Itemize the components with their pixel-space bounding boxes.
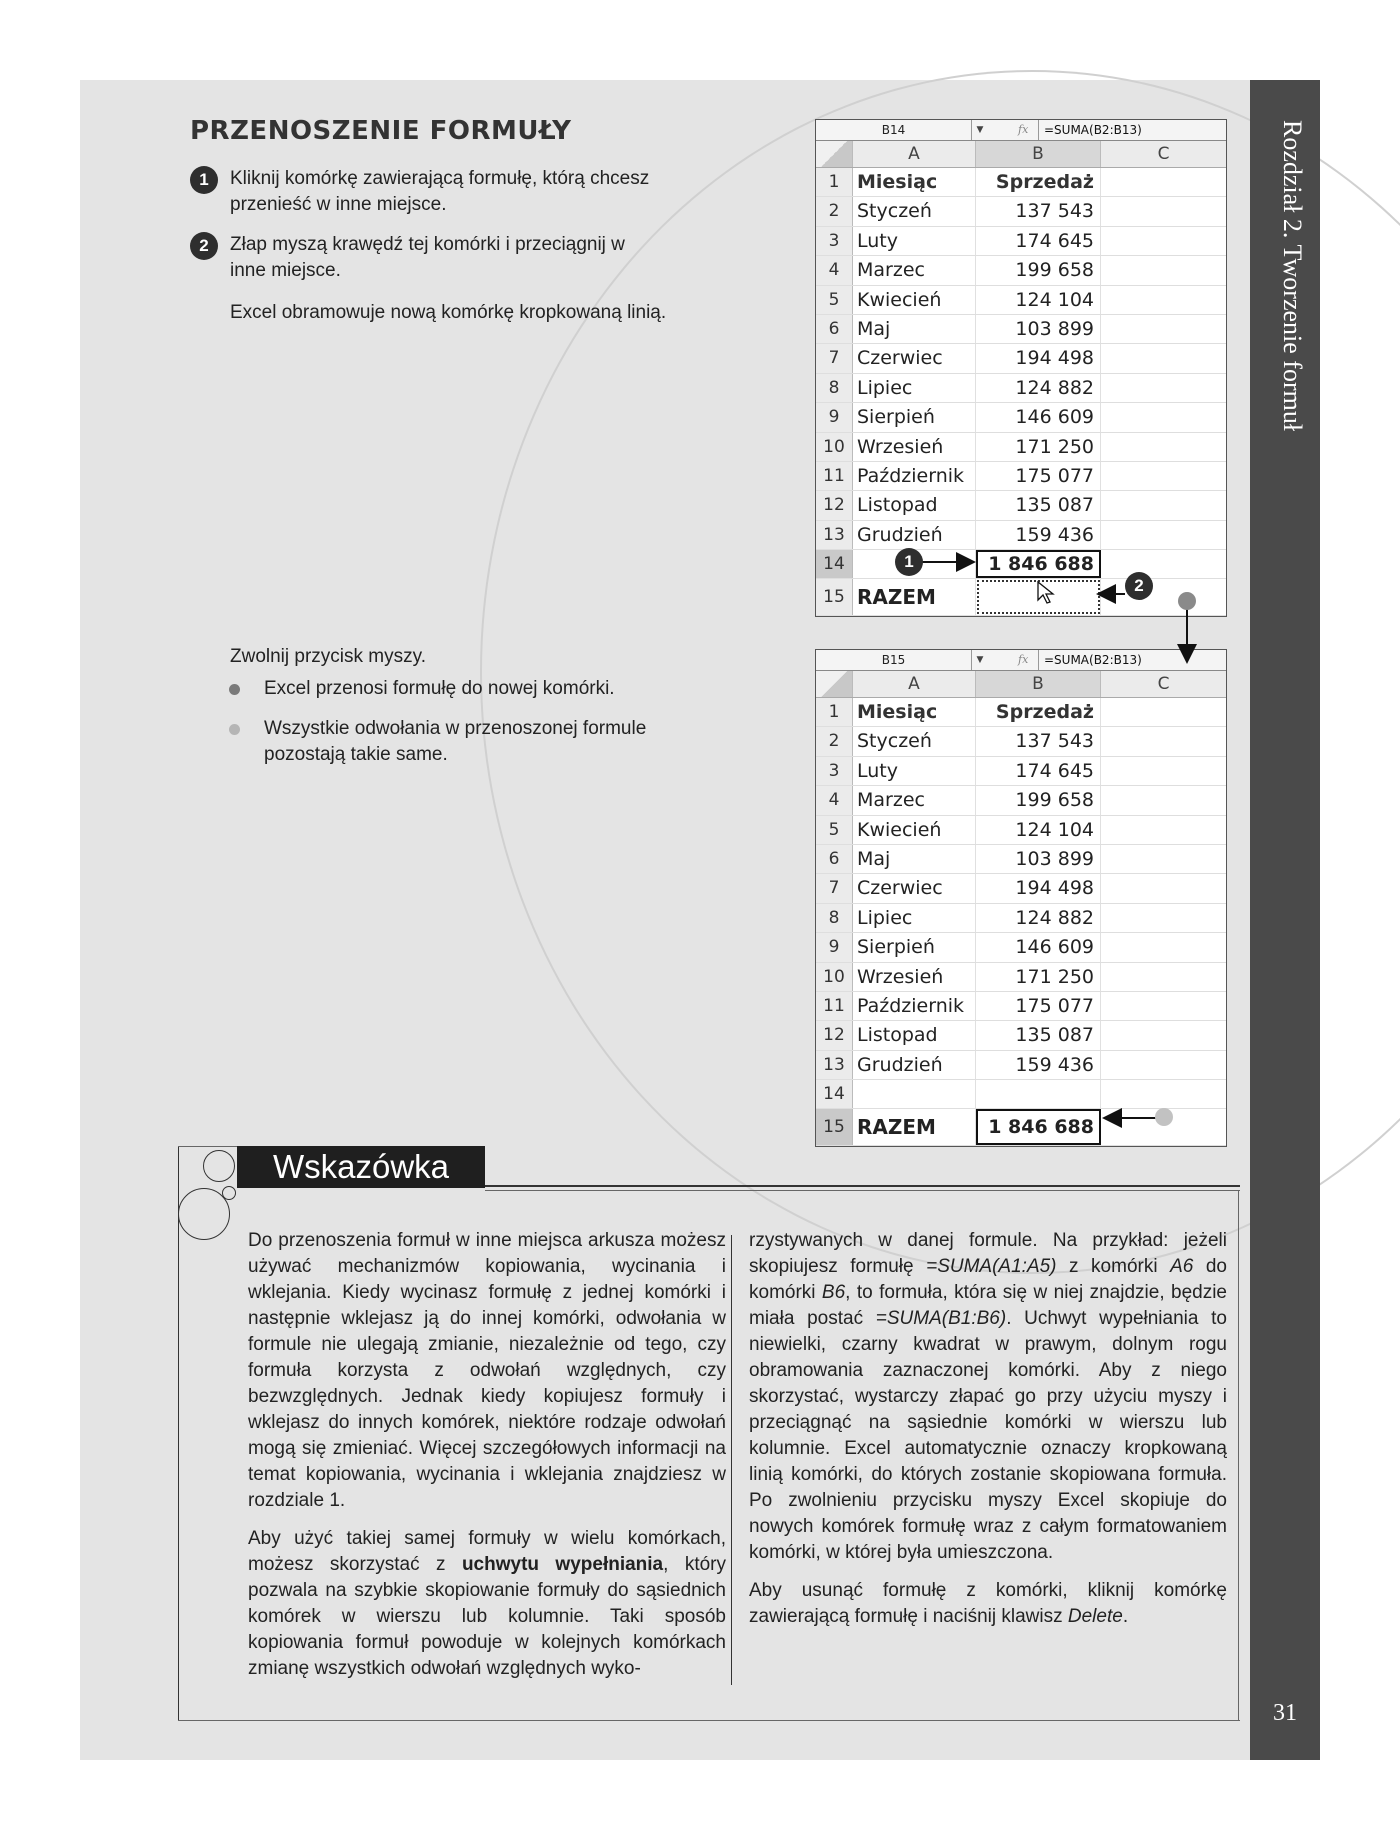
cell-c[interactable] [1101, 992, 1226, 1020]
cell-a[interactable]: Miesiąc [857, 168, 976, 196]
cell-c[interactable] [1101, 227, 1226, 255]
tip-header-rule-thin [485, 1190, 1240, 1191]
formula-input[interactable]: =SUMA(B2:B13) [1044, 123, 1142, 137]
chevron-down-icon[interactable]: ▼ [976, 125, 984, 135]
table-row [816, 168, 1226, 197]
cell-b[interactable]: 1 846 688 [976, 550, 1101, 578]
cell-c[interactable] [1101, 168, 1226, 196]
cell-c[interactable] [1101, 550, 1226, 578]
cell-a[interactable]: Maj [857, 315, 976, 343]
name-box[interactable]: B15 [816, 650, 972, 670]
column-header-a[interactable]: A [853, 141, 976, 167]
cell-c[interactable] [1101, 433, 1226, 461]
callout-2: 2 [1125, 572, 1153, 600]
column-headers [816, 671, 1226, 698]
cell-c[interactable] [1101, 491, 1226, 519]
row-header[interactable]: 10 [816, 433, 853, 461]
cell-a[interactable]: Luty [857, 227, 976, 255]
formula-bar [816, 120, 1226, 141]
cell-b[interactable]: 137 543 [976, 727, 1101, 755]
tip-paragraph: rzystywanych w danej formule. Na przykład: jeżeli skopiujesz formułę =SUMA(A1:A5) z komórki A6 do komórki B6, to formuła, która się w niej znajdzie, będzie miała postać =SUMA(B1:B6). Uchwyt wypełniania to niewielki, czarny kwadrat w prawym, dolnym rogu obramowania zaznaczonej komórki. Aby z niego skorzystać, wystarczy złapać go przy użyciu myszy i przeciągnąć na sąsiednie komórki w wierszu lub kolumnie. Excel automatycznie oznaczy kropkowaną linią komórki, do których zostanie skopiowana formuła. Po zwolnieniu przycisku myszy Excel skopiuje do nowych komórek formułę wraz z całym formatowaniem komórki, w której była umieszczona. [749, 1230, 1227, 1563]
cell-a[interactable]: Styczeń [857, 727, 976, 755]
cell-a[interactable]: Luty [857, 757, 976, 785]
cell-c[interactable] [1101, 197, 1226, 225]
cell-a[interactable]: Kwiecień [857, 286, 976, 314]
sheet-rows [816, 698, 1226, 1146]
table-row [816, 1051, 1226, 1080]
tip-column-right [749, 1228, 1227, 1642]
formula-input[interactable]: =SUMA(B2:B13) [1044, 653, 1142, 667]
cell-a[interactable]: Listopad [857, 491, 976, 519]
cell-b[interactable]: 124 882 [976, 374, 1101, 402]
cell-b[interactable]: 135 087 [976, 1021, 1101, 1049]
cell-c[interactable] [1101, 933, 1226, 961]
table-row [816, 403, 1226, 432]
cell-c[interactable] [1101, 727, 1226, 755]
section-title: PRZENOSZENIE FORMUŁY [190, 116, 572, 146]
row-header[interactable]: 2 [816, 197, 853, 225]
row-header[interactable]: 11 [816, 992, 853, 1020]
cell-a[interactable] [857, 1080, 976, 1108]
row-header[interactable]: 5 [816, 816, 853, 844]
column-headers [816, 141, 1226, 168]
cell-b[interactable]: 135 087 [976, 491, 1101, 519]
table-row [816, 786, 1226, 815]
column-header-a[interactable]: A [853, 671, 976, 697]
table-row [816, 256, 1226, 285]
table-row [816, 491, 1226, 520]
name-box[interactable]: B14 [816, 120, 972, 140]
select-all-corner[interactable] [816, 141, 853, 167]
step-1-text: Kliknij komórkę zawierającą formułę, którą chcesz przenieść w inne miejsce. [230, 168, 650, 215]
cell-b[interactable]: 124 104 [976, 816, 1101, 844]
table-row [816, 904, 1226, 933]
row-header[interactable]: 6 [816, 845, 853, 873]
tip-frame-bottom [178, 1720, 1240, 1721]
tip-label: Wskazówka [237, 1146, 485, 1188]
step-number-1: 1 [190, 166, 218, 194]
tip-frame-left [178, 1146, 179, 1721]
table-row [816, 462, 1226, 491]
table-row [816, 315, 1226, 344]
cell-c[interactable] [1101, 521, 1226, 549]
cell-b[interactable]: 174 645 [976, 227, 1101, 255]
table-row [816, 579, 1226, 616]
table-row [816, 816, 1226, 845]
tip-frame-right [1238, 1190, 1239, 1720]
cell-b[interactable]: 159 436 [976, 1051, 1101, 1079]
row-header[interactable]: 1 [816, 698, 853, 726]
cell-b[interactable]: 175 077 [976, 992, 1101, 1020]
cell-b[interactable]: 174 645 [976, 757, 1101, 785]
cell-c[interactable] [1101, 845, 1226, 873]
cell-a[interactable]: Grudzień [857, 1051, 976, 1079]
step-2-note: Excel obramowuje nową komórkę kropkowaną linią. [230, 302, 667, 323]
step-number-2: 2 [190, 232, 218, 260]
decorative-circle-icon [222, 1186, 236, 1200]
cell-c[interactable] [1101, 286, 1226, 314]
row-header[interactable]: 7 [816, 874, 853, 902]
cell-b[interactable]: 194 498 [976, 874, 1101, 902]
row-header[interactable]: 3 [816, 227, 853, 255]
cell-b[interactable]: 171 250 [976, 433, 1101, 461]
cell-c[interactable] [1101, 315, 1226, 343]
cell-c[interactable] [1101, 1109, 1226, 1145]
cell-b[interactable]: 103 899 [976, 845, 1101, 873]
row-header[interactable]: 13 [816, 1051, 853, 1079]
row-header[interactable]: 12 [816, 491, 853, 519]
cell-c[interactable] [1101, 374, 1226, 402]
fx-icon[interactable]: fx [988, 120, 1039, 140]
cell-c[interactable] [1101, 963, 1226, 991]
spreadsheet-after [815, 649, 1227, 1147]
tip-paragraph: Aby użyć takiej samej formuły w wielu komórkach, możesz skorzystać z uchwytu wypełniania, który pozwala na szybkie skopiowanie formuły do sąsiednich komórek w wierszu lub kolumnie. Taki sposób kopiowania formuł powoduje w kolejnych komórkach zmianę wszystkich odwołań względnych wyko- [248, 1528, 726, 1679]
callout-1: 1 [895, 548, 923, 576]
cell-a[interactable]: Październik [857, 992, 976, 1020]
cell-c[interactable] [1101, 403, 1226, 431]
cell-b[interactable]: 199 658 [976, 256, 1101, 284]
row-header[interactable]: 10 [816, 963, 853, 991]
select-all-corner[interactable] [816, 671, 853, 697]
table-row [816, 344, 1226, 373]
cell-c[interactable] [1101, 579, 1226, 615]
cell-a[interactable]: Lipiec [857, 904, 976, 932]
row-header[interactable]: 3 [816, 757, 853, 785]
bullet-text: Wszystkie odwołania w przenoszonej formule pozostają takie same. [264, 718, 647, 765]
table-row [816, 286, 1226, 315]
tip-paragraph: Aby usunąć formułę z komórki, kliknij komórkę zawierającą formułę i naciśnij klawisz Delete. [749, 1580, 1227, 1627]
cell-b[interactable]: 124 104 [976, 286, 1101, 314]
row-header[interactable]: 15 [816, 1109, 853, 1145]
tip-paragraph: Do przenoszenia formuł w inne miejsca arkusza możesz używać mechanizmów kopiowania, wycinania i wklejania. Kiedy wycinasz formułę z jednej komórki i następnie wklejasz ją do innej komórki, odwołania w formule nie ulegają zmianie, niezależnie od tego, czy formuła korzysta z odwołań względnych, czy bezwzględnych. Jednak kiedy kopiujesz formuły i wklejasz do innych komórek, niektóre rodzaje odwołań mogą się zmieniać. Więcej szczegółowych informacji na temat kopiowania, wycinania i wklejania znajdziesz w rozdziale 1. [248, 1230, 726, 1511]
cell-b[interactable]: 137 543 [976, 197, 1101, 225]
table-row [816, 845, 1226, 874]
row-header[interactable]: 14 [816, 1080, 853, 1108]
cell-a[interactable]: Sierpień [857, 933, 976, 961]
cell-a[interactable]: RAZEM [857, 1109, 976, 1145]
cell-a[interactable]: Maj [857, 845, 976, 873]
cell-c[interactable] [1101, 256, 1226, 284]
cell-b[interactable]: 199 658 [976, 786, 1101, 814]
table-row [816, 963, 1226, 992]
cell-c[interactable] [1101, 344, 1226, 372]
step-2-text: Złap myszą krawędź tej komórki i przeciągnij w inne miejsce. [230, 234, 625, 281]
cell-b[interactable]: 194 498 [976, 344, 1101, 372]
table-row [816, 992, 1226, 1021]
chevron-down-icon[interactable]: ▼ [976, 655, 984, 665]
row-header[interactable]: 8 [816, 904, 853, 932]
cell-c[interactable] [1101, 462, 1226, 490]
row-header[interactable]: 2 [816, 727, 853, 755]
cell-c[interactable] [1101, 698, 1226, 726]
table-row [816, 227, 1226, 256]
table-row [816, 521, 1226, 550]
cell-a[interactable]: Lipiec [857, 374, 976, 402]
table-row [816, 374, 1226, 403]
table-row [816, 550, 1226, 579]
row-header[interactable]: 4 [816, 786, 853, 814]
bullet-dot-icon [229, 724, 240, 735]
bullet-text: Excel przenosi formułę do nowej komórki. [264, 678, 615, 699]
cell-a[interactable]: Marzec [857, 786, 976, 814]
row-header[interactable]: 6 [816, 315, 853, 343]
cell-b[interactable]: 1 846 688 [976, 1109, 1101, 1145]
row-header[interactable]: 15 [816, 579, 853, 615]
row-header[interactable]: 9 [816, 403, 853, 431]
cell-b[interactable]: 146 609 [976, 933, 1101, 961]
cell-b[interactable]: 171 250 [976, 963, 1101, 991]
spreadsheet-before [815, 119, 1227, 617]
tip-header-rule [485, 1185, 1240, 1187]
cell-a[interactable]: Wrzesień [857, 433, 976, 461]
fx-icon[interactable]: fx [988, 650, 1039, 670]
cell-b[interactable] [976, 579, 1101, 615]
table-row [816, 874, 1226, 903]
table-row [816, 933, 1226, 962]
row-header[interactable]: 7 [816, 344, 853, 372]
bullet-dot-icon [229, 684, 240, 695]
tip-column-left [248, 1228, 726, 1694]
cell-b[interactable]: 124 882 [976, 904, 1101, 932]
table-row [816, 727, 1226, 756]
cell-b[interactable]: 175 077 [976, 462, 1101, 490]
cell-b[interactable]: 103 899 [976, 315, 1101, 343]
row-header[interactable]: 9 [816, 933, 853, 961]
table-row [816, 433, 1226, 462]
cell-c[interactable] [1101, 786, 1226, 814]
row-header[interactable]: 14 [816, 550, 853, 578]
row-header[interactable]: 1 [816, 168, 853, 196]
cell-a[interactable]: Październik [857, 462, 976, 490]
row-header[interactable]: 11 [816, 462, 853, 490]
cell-a[interactable]: Wrzesień [857, 963, 976, 991]
tip-frame-top [178, 1146, 238, 1147]
row-header[interactable]: 8 [816, 374, 853, 402]
cell-c[interactable] [1101, 904, 1226, 932]
cell-b[interactable]: Sprzedaż [976, 168, 1101, 196]
table-row [816, 1080, 1226, 1109]
cell-c[interactable] [1101, 1021, 1226, 1049]
row-header[interactable]: 13 [816, 521, 853, 549]
release-instruction: Zwolnij przycisk myszy. [230, 646, 426, 667]
cell-b[interactable]: 146 609 [976, 403, 1101, 431]
cell-c[interactable] [1101, 874, 1226, 902]
table-row [816, 757, 1226, 786]
column-header-b[interactable]: B [976, 671, 1101, 697]
cell-b[interactable]: Sprzedaż [976, 698, 1101, 726]
cell-a[interactable]: Listopad [857, 1021, 976, 1049]
row-header[interactable]: 12 [816, 1021, 853, 1049]
decorative-circle-icon [203, 1150, 235, 1182]
cell-c[interactable] [1101, 1051, 1226, 1079]
cell-c[interactable] [1101, 757, 1226, 785]
tip-column-divider [731, 1235, 732, 1685]
cell-a[interactable]: Grudzień [857, 521, 976, 549]
cell-a[interactable]: Styczeń [857, 197, 976, 225]
table-row [816, 1109, 1226, 1146]
cell-a[interactable]: Sierpień [857, 403, 976, 431]
sheet-rows [816, 168, 1226, 616]
cell-a[interactable]: Czerwiec [857, 874, 976, 902]
cell-a[interactable]: Marzec [857, 256, 976, 284]
page-number: 31 [1273, 1700, 1297, 1726]
cell-b[interactable]: 159 436 [976, 521, 1101, 549]
column-header-c[interactable]: C [1157, 674, 1170, 694]
cell-a[interactable]: Czerwiec [857, 344, 976, 372]
formula-bar [816, 650, 1226, 671]
column-header-b[interactable]: B [976, 141, 1101, 167]
table-row [816, 698, 1226, 727]
cell-c[interactable] [1101, 816, 1226, 844]
row-header[interactable]: 5 [816, 286, 853, 314]
row-header[interactable]: 4 [816, 256, 853, 284]
cell-a[interactable]: Kwiecień [857, 816, 976, 844]
cell-c[interactable] [1101, 1080, 1226, 1108]
column-header-c[interactable]: C [1157, 144, 1170, 164]
table-row [816, 197, 1226, 226]
cell-a[interactable]: RAZEM [857, 579, 976, 615]
cell-a[interactable]: Miesiąc [857, 698, 976, 726]
cell-b[interactable] [976, 1080, 1101, 1108]
chapter-title: Rozdział 2. Tworzenie formuł [1278, 120, 1307, 432]
table-row [816, 1021, 1226, 1050]
